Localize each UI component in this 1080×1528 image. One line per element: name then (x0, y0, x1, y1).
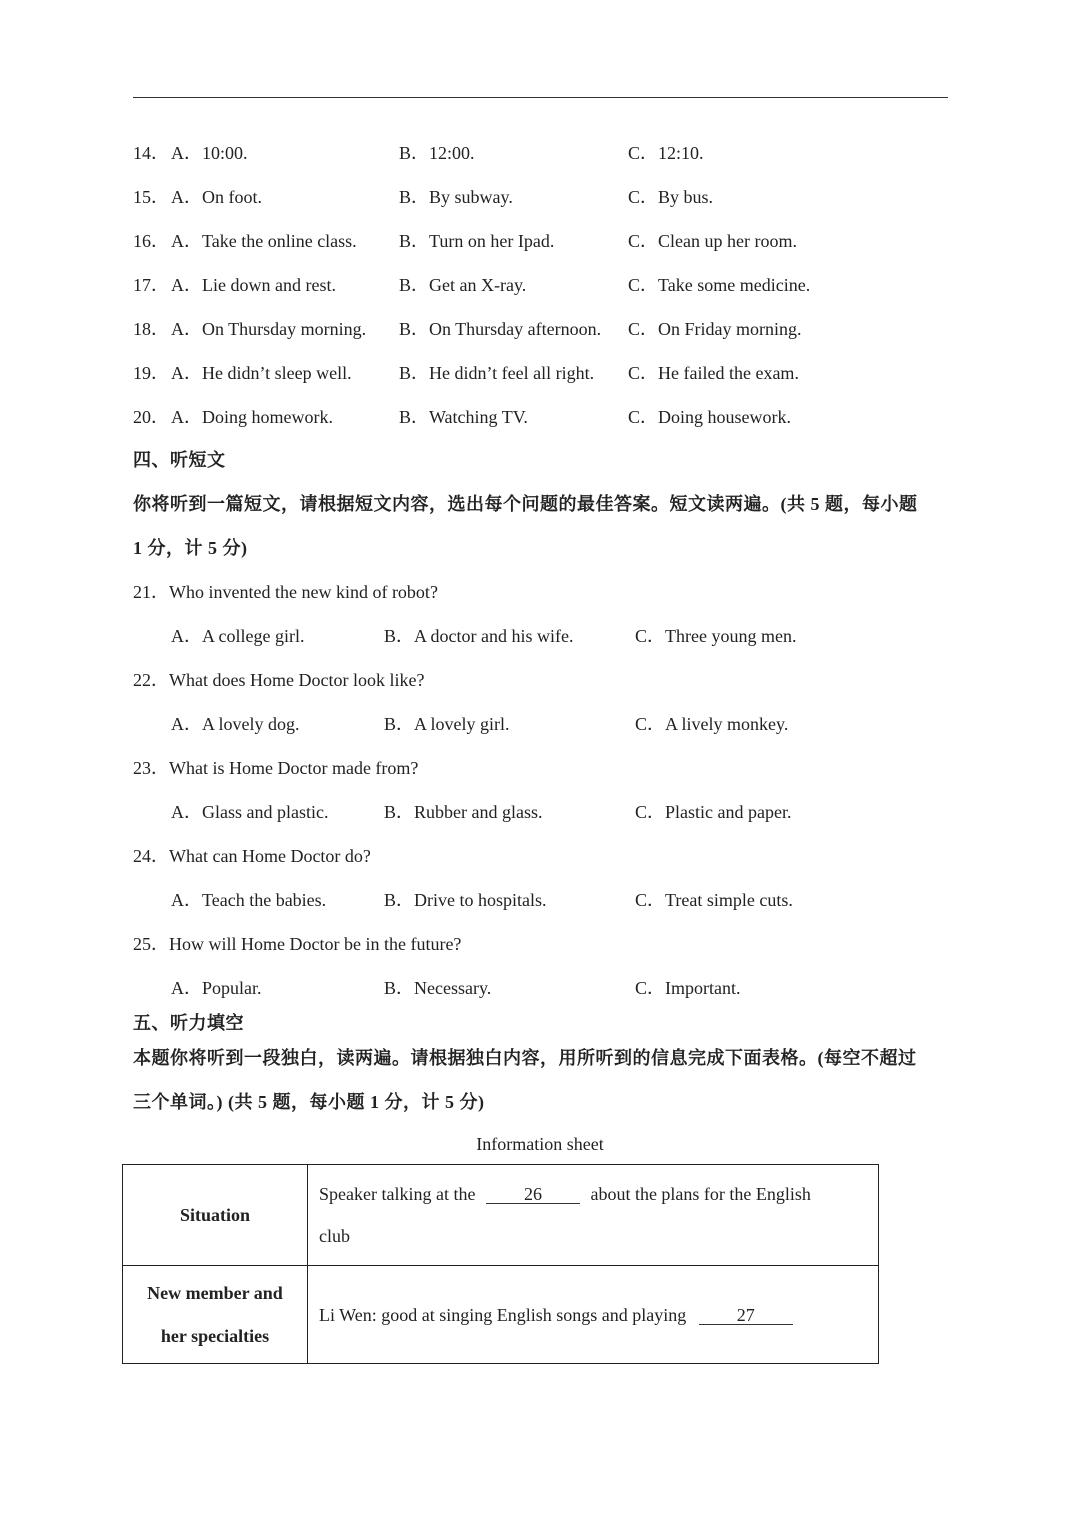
option-a: A．On foot. (171, 187, 262, 207)
option-b: B．Watching TV. (399, 407, 528, 427)
option-a: A．Doing homework. (171, 407, 333, 427)
row-header-label: New member and (147, 1282, 283, 1303)
option-c: C．On Friday morning. (628, 319, 802, 339)
option-a: A．A college girl. (171, 626, 305, 646)
blank-27[interactable]: 27 (699, 1306, 793, 1325)
option-c: C．Three young men. (635, 626, 797, 646)
new-member-text: Li Wen: good at singing English songs and playing (319, 1304, 687, 1325)
option-b: B．A lovely girl. (384, 714, 510, 734)
mc-number: 14． (133, 143, 169, 163)
row-header-label-cont: her specialties (160, 1325, 270, 1346)
question: 21．Who invented the new kind of robot? (133, 582, 438, 602)
information-sheet-table (122, 1164, 879, 1364)
mc-number: 16． (133, 231, 169, 251)
mc-number: 15． (133, 187, 169, 207)
row-header-new-member (123, 1266, 308, 1364)
option-b: B．Rubber and glass. (384, 802, 543, 822)
option-a: A．10:00. (171, 143, 248, 163)
section-4-title: 四、听短文 (133, 450, 226, 470)
option-c: C．He failed the exam. (628, 363, 799, 383)
option-b: B．Necessary. (384, 978, 492, 998)
situation-text-cont: about the plans for the English (590, 1184, 811, 1204)
row-header-situation (123, 1165, 308, 1266)
mc-number: 19． (133, 363, 169, 383)
situation-text: Speaker talking at the (319, 1184, 476, 1204)
mc-number: 18． (133, 319, 169, 339)
option-c: C．Doing housework. (628, 407, 791, 427)
option-a: A．He didn’t sleep well. (171, 363, 352, 383)
situation-text-line2: club (319, 1226, 350, 1246)
section-4-instructions-cont: 1 分，计 5 分) (133, 538, 248, 558)
section-5-instructions: 本题你将听到一段独白，读两遍。请根据独白内容，用所听到的信息完成下面表格。(每空不超过 (133, 1048, 917, 1068)
option-b: B．Drive to hospitals. (384, 890, 547, 910)
option-b: B．12:00. (399, 143, 475, 163)
table-caption: Information sheet (476, 1134, 604, 1154)
row-header-label: Situation (179, 1204, 251, 1225)
option-a: A．Glass and plastic. (171, 802, 329, 822)
option-a: A．Teach the babies. (171, 890, 327, 910)
question: 22．What does Home Doctor look like? (133, 670, 425, 690)
option-b: B．Turn on her Ipad. (399, 231, 555, 251)
option-c: C．Important. (635, 978, 741, 998)
option-c: C．12:10. (628, 143, 704, 163)
section-5-title: 五、听力填空 (133, 1013, 244, 1033)
option-a: A．Take the online class. (171, 231, 357, 251)
option-a: A．A lovely dog. (171, 714, 300, 734)
question: 24．What can Home Doctor do? (133, 846, 371, 866)
new-member-cell (308, 1266, 879, 1364)
option-c: C．A lively monkey. (635, 714, 789, 734)
option-a: A．Popular. (171, 978, 262, 998)
option-c: C．Plastic and paper. (635, 802, 792, 822)
option-c: C．Treat simple cuts. (635, 890, 793, 910)
question: 23．What is Home Doctor made from? (133, 758, 419, 778)
table-row (123, 1165, 879, 1266)
situation-cell (308, 1165, 879, 1266)
question: 25．How will Home Doctor be in the future? (133, 934, 462, 954)
option-b: B．Get an X-ray. (399, 275, 527, 295)
option-a: A．On Thursday morning. (171, 319, 367, 339)
option-b: B．He didn’t feel all right. (399, 363, 595, 383)
section-4-instructions: 你将听到一篇短文，请根据短文内容，选出每个问题的最佳答案。短文读两遍。(共 5 题，每小题 (133, 494, 918, 514)
option-c: C．Clean up her room. (628, 231, 797, 251)
option-c: C．Take some medicine. (628, 275, 811, 295)
mc-number: 17． (133, 275, 169, 295)
option-b: B．A doctor and his wife. (384, 626, 574, 646)
section-5-instructions-cont: 三个单词。) (共 5 题，每小题 1 分，计 5 分) (133, 1092, 485, 1112)
option-b: B．On Thursday afternoon. (399, 319, 602, 339)
mc-number: 20． (133, 407, 169, 427)
header-rule (133, 97, 948, 98)
option-b: B．By subway. (399, 187, 513, 207)
option-c: C．By bus. (628, 187, 714, 207)
blank-26[interactable]: 26 (486, 1185, 580, 1204)
table-row (123, 1266, 879, 1364)
option-a: A．Lie down and rest. (171, 275, 336, 295)
